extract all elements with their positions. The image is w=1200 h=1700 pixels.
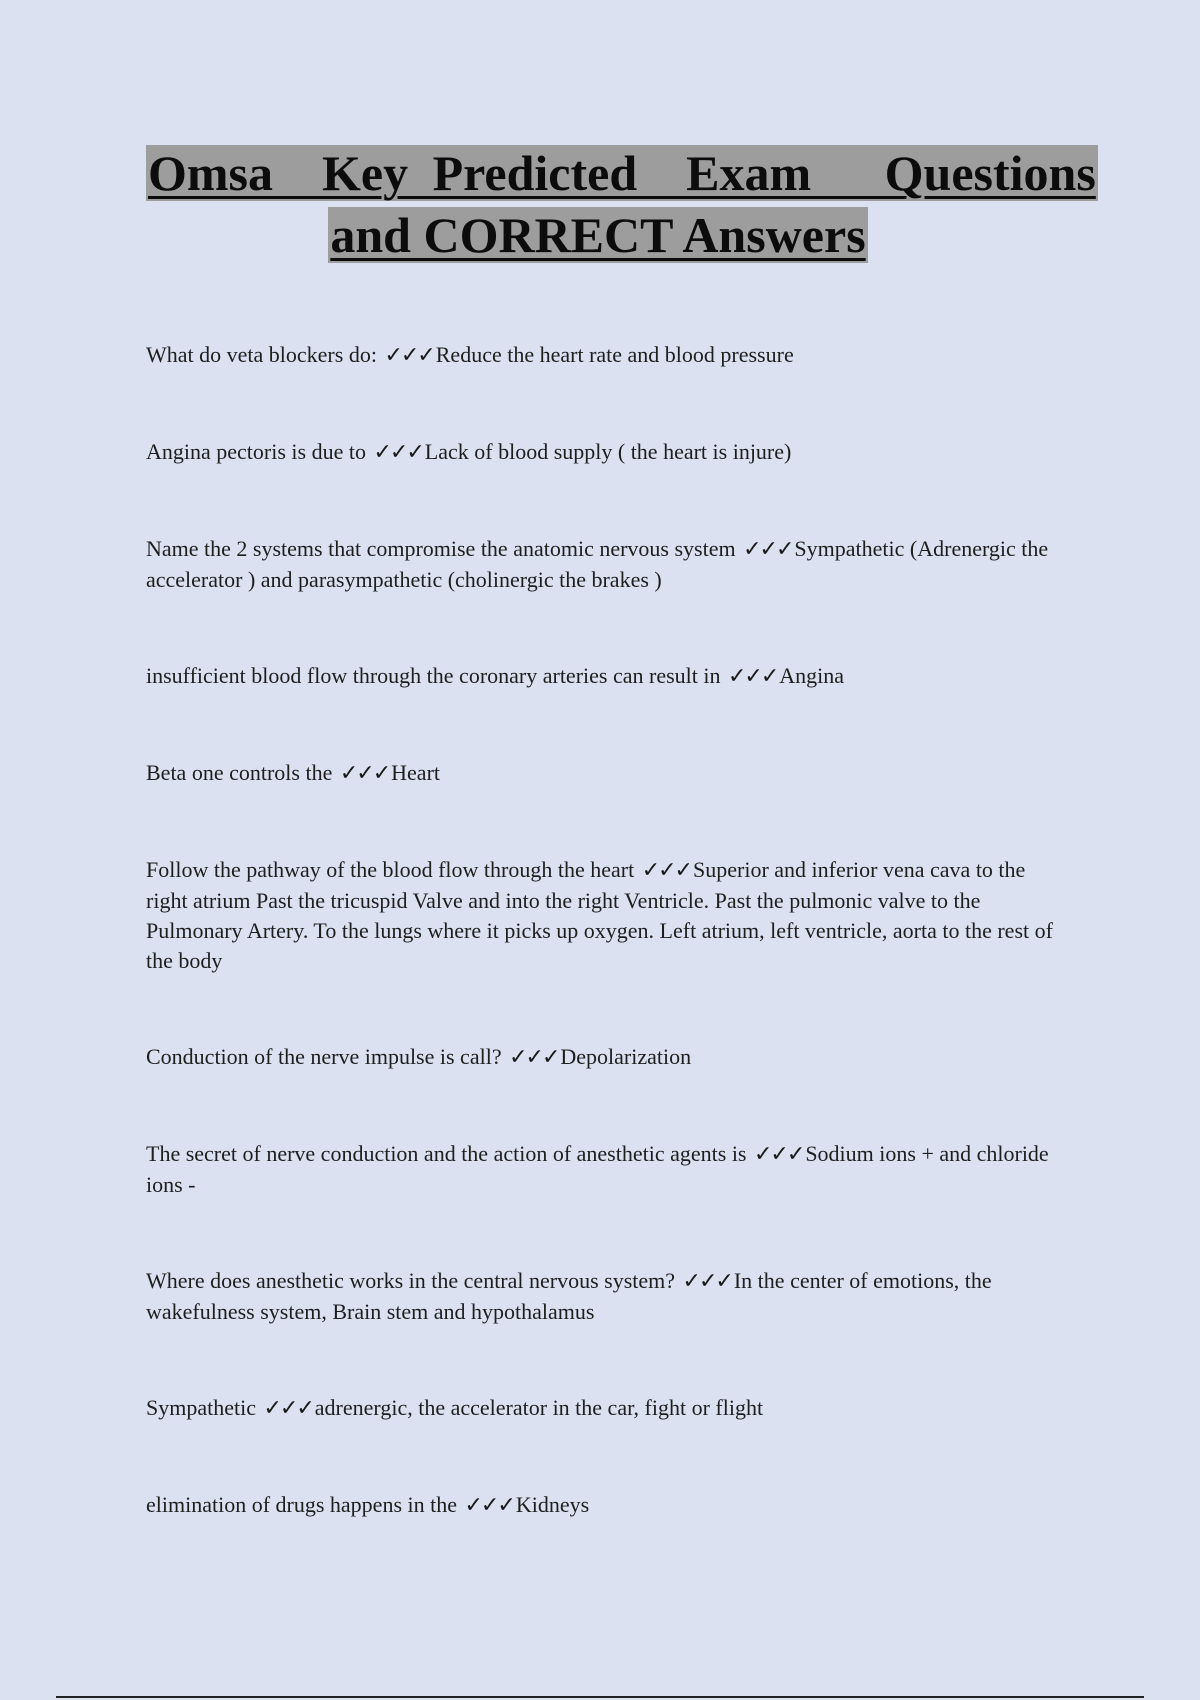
answer-text: Angina — [779, 663, 845, 688]
answer-text: adrenergic, the accelerator in the car, fight or flight — [314, 1395, 764, 1420]
question-text: Sympathetic — [146, 1395, 256, 1420]
question-text: elimination of drugs happens in the — [146, 1492, 457, 1517]
check-marks-icon: ✓✓✓ — [263, 1396, 313, 1421]
question-text: Angina pectoris is due to — [146, 439, 366, 464]
title-line-2 — [146, 204, 1050, 266]
answer-text: Sympathetic (Adrenergic the accelerator ) and parasympathetic (cholinergic the brakes ) — [146, 536, 1049, 592]
check-marks-icon: ✓✓✓ — [743, 537, 793, 562]
answer-text: Sodium ions + and chloride ions - — [146, 1141, 1049, 1197]
qa-item — [146, 340, 1056, 371]
answer-text: In the center of emotions, the wakefulness system, Brain stem and hypothalamus — [146, 1268, 992, 1324]
check-marks-icon: ✓✓✓ — [682, 1269, 732, 1294]
check-marks-icon: ✓✓✓ — [727, 664, 778, 689]
title-line-1 — [146, 142, 1096, 204]
qa-item — [146, 534, 1056, 595]
answer-text: Heart — [391, 760, 441, 785]
question-text: What do veta blockers do: — [146, 342, 377, 367]
qa-item — [146, 1393, 1056, 1424]
question-text: Where does anesthetic works in the central nervous system? — [146, 1268, 676, 1293]
check-marks-icon: ✓✓✓ — [384, 343, 434, 368]
answer-text: Depolarization — [560, 1044, 692, 1069]
answer-text: Reduce the heart rate and blood pressure — [435, 342, 794, 367]
question-text: insufficient blood flow through the coronary arteries can result in — [146, 663, 721, 688]
title-line-1-text: Omsa Key Predicted Exam Questions — [148, 145, 1096, 201]
check-marks-icon: ✓✓✓ — [641, 858, 691, 883]
qa-item — [146, 1139, 1056, 1200]
qa-item — [146, 1490, 1056, 1521]
qa-item — [146, 661, 1056, 692]
question-text: Conduction of the nerve impulse is call? — [146, 1044, 502, 1069]
question-text: The secret of nerve conduction and the action of anesthetic agents is — [146, 1141, 747, 1166]
answer-text: Superior and inferior vena cava to the right atrium Past the tricuspid Valve and into the right Ventricle. Past the pulmonic valve to the Pulmonary Artery. To the lungs where it picks up oxygen. Left atrium, left ventricle, aorta to the rest of the body — [146, 857, 1053, 973]
qa-item — [146, 1266, 1056, 1327]
title-line-2-text: and CORRECT Answers — [330, 207, 866, 263]
check-marks-icon: ✓✓✓ — [373, 440, 423, 465]
check-marks-icon: ✓✓✓ — [509, 1045, 559, 1070]
check-marks-icon: ✓✓✓ — [339, 761, 390, 786]
answer-text: Lack of blood supply ( the heart is injure) — [424, 439, 792, 464]
qa-item — [146, 758, 1056, 789]
question-text: Name the 2 systems that compromise the anatomic nervous system — [146, 536, 736, 561]
footer-divider — [56, 1696, 1144, 1698]
qa-item — [146, 437, 1056, 468]
document-title — [146, 142, 1096, 266]
qa-item — [146, 855, 1056, 976]
qa-item — [146, 1042, 1056, 1073]
check-marks-icon: ✓✓✓ — [754, 1142, 804, 1167]
answer-text: Kidneys — [515, 1492, 590, 1517]
check-marks-icon: ✓✓✓ — [464, 1493, 514, 1518]
question-text: Follow the pathway of the blood flow through the heart — [146, 857, 635, 882]
question-text: Beta one controls the — [146, 760, 333, 785]
